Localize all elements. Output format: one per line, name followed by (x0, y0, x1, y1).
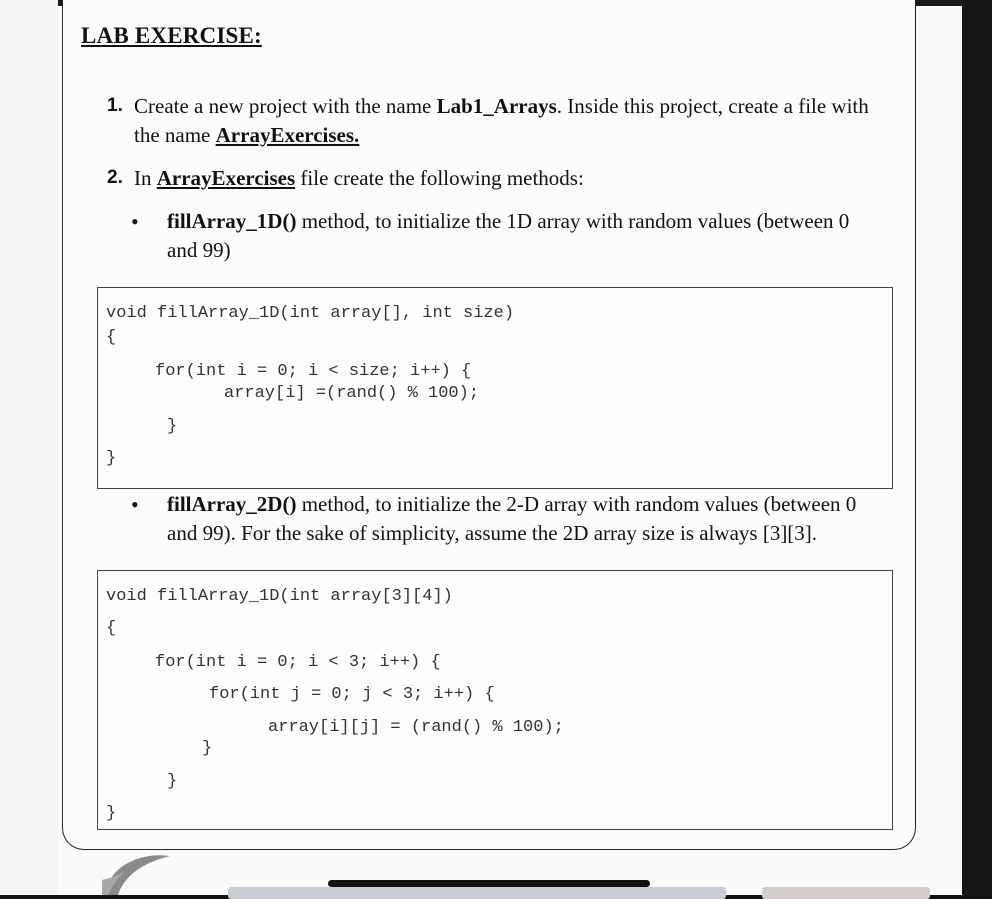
bullet-2-line-1 (167, 490, 856, 519)
item-2-line (134, 164, 584, 193)
logo-swoosh-icon (100, 850, 180, 895)
code2-line-4: for(int j = 0; j < 3; i++) { (209, 685, 495, 704)
method-fill-2d: fillArray_2D() (167, 492, 297, 516)
code2-line-5: array[i][j] = (rand() % 100); (268, 718, 564, 737)
code1-line-4: array[i] =(rand() % 100); (224, 384, 480, 403)
item-1-line-1 (134, 92, 869, 121)
code2-line-8: } (106, 804, 117, 823)
code2-line-6: } (202, 739, 213, 758)
left-margin (0, 0, 58, 895)
item-1-text-c: the name (134, 123, 216, 147)
home-indicator[interactable] (328, 880, 650, 887)
code2-line-7: } (167, 772, 178, 791)
item-2-number: 2. (107, 167, 123, 188)
bullet-2-symbol: • (131, 492, 139, 517)
code1-line-3: for(int i = 0; i < size; i++) { (155, 362, 472, 381)
exercise-card (62, 0, 916, 850)
bullet-2-line-2: and 99). For the sake of simplicity, assume the 2D array size is always [3][3]. (167, 521, 818, 545)
code1-line-1: void fillArray_1D(int array[], int size) (106, 304, 515, 323)
bottom-toolbar-left[interactable] (228, 887, 726, 899)
file-name-1: ArrayExercises. (215, 123, 360, 147)
code1-line-5: } (167, 417, 178, 436)
code2-line-3: for(int i = 0; i < 3; i++) { (155, 653, 441, 672)
item-1-line-2 (134, 121, 359, 150)
code1-line-6: } (106, 449, 117, 468)
file-name-2: ArrayExercises (156, 166, 296, 190)
item-1-text-b: . Inside this project, create a file with (556, 94, 869, 118)
code2-line-1: void fillArray_1D(int array[3][4]) (106, 587, 453, 606)
right-edge-panel (962, 0, 992, 895)
lab-exercise-heading: LAB EXERCISE: (81, 23, 262, 48)
method-fill-1d: fillArray_1D() (167, 209, 297, 233)
item-2-text-a: In (134, 166, 157, 190)
code-block-2d (97, 570, 893, 830)
code-block-1d (97, 287, 893, 489)
bullet-1-text-a: method, to initialize the 1D array with random values (between 0 (296, 209, 850, 233)
project-name: Lab1_Arrays (436, 94, 557, 118)
item-1-number: 1. (107, 95, 123, 116)
item-2-text-b: file create the following methods: (295, 166, 584, 190)
bullet-2-text-a: method, to initialize the 2-D array with random values (between 0 (296, 492, 857, 516)
document-page (58, 6, 962, 895)
bullet-1-line-2: and 99) (167, 238, 231, 262)
code2-line-2: { (106, 619, 117, 638)
item-1-text-a: Create a new project with the name (134, 94, 437, 118)
code1-line-2: { (106, 328, 117, 347)
bottom-toolbar-right[interactable] (762, 887, 930, 899)
bullet-1-symbol: • (131, 209, 139, 234)
bullet-1-line-1 (167, 207, 849, 236)
